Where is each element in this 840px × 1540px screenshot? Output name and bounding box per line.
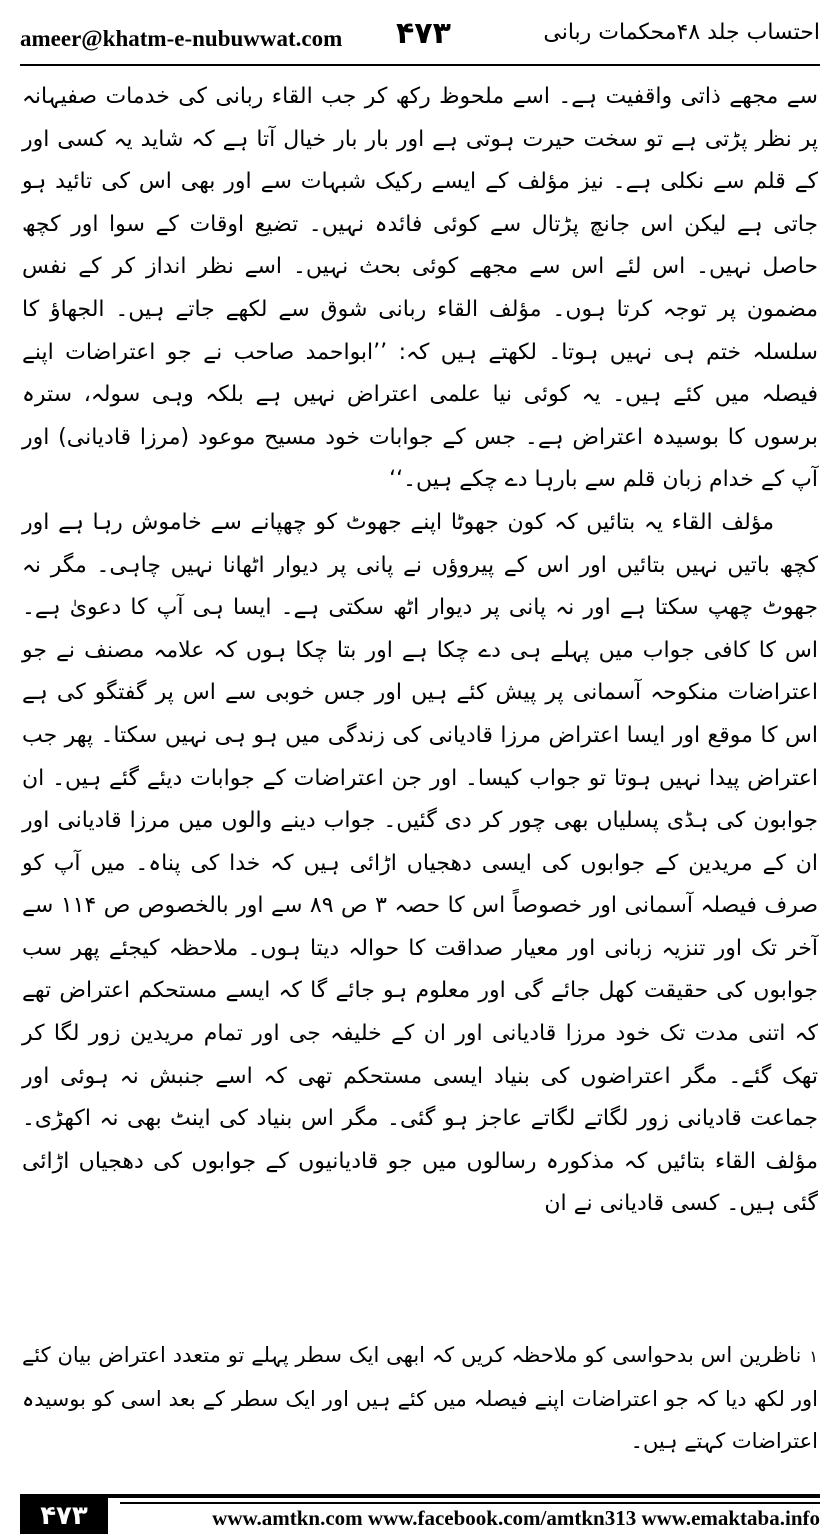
paragraph-2 xyxy=(22,502,818,1226)
header-divider xyxy=(20,64,820,66)
header-page-number: ۴۷۳ xyxy=(396,16,451,51)
footnote-text: ناظرین اس بدحواسی کو ملاحظہ کریں کہ ابھی ایک سطر پہلے تو متعدد اعتراض بیان کئے اور لکھ دیا کہ جو اعتراضات اپنے فیصلہ میں کئے ہیں اور ایک سطر کے بعد اسی کو بوسیدہ اعتراضات کہتے ہیں۔ xyxy=(22,1343,818,1453)
footnote-marker: ۱ xyxy=(809,1347,818,1366)
page-header xyxy=(20,14,820,64)
main-text xyxy=(22,76,818,1226)
footnote xyxy=(22,1334,818,1462)
page-footer xyxy=(20,1494,820,1534)
footer-website-links: www.amtkn.com www.facebook.com/amtkn313 www.emaktaba.info xyxy=(212,1506,820,1530)
footer-divider-thin xyxy=(120,1502,820,1504)
header-email: ameer@khatm-e-nubuwwat.com xyxy=(20,26,343,51)
footer-page-number: ۴۷۳ xyxy=(20,1498,108,1534)
footer-divider xyxy=(20,1494,820,1498)
paragraph-1 xyxy=(22,76,818,502)
paragraph-1-text: سے مجھے ذاتی واقفیت ہے۔ اسے ملحوظ رکھ کر جب القاء ربانی کی خدمات صفیہانہ پر نظر پڑتی ہے تو سخت حیرت ہوتی ہے اور بار بار خیال آتا ہے کہ شاید یہ کسی اور کے قلم سے نکلی ہے۔ نیز مؤلف کے ایسے رکیک شبہات سے اور بھی اس کی تائید ہو جاتی ہے لیکن اس جانچ پڑتال سے کوئی فائدہ نہیں۔ تضیع اوقات کے سوا اور کچھ حاصل نہیں۔ اس لئے اس سے مجھے کوئی بحث نہیں۔ اسے نظر انداز کر کے نفس مضمون پر توجہ کرتا ہوں۔ مؤلف القاء ربانی شوق سے لکھے جاتے ہیں۔ الجھاؤ کا سلسلہ ختم ہی نہیں ہوتا۔ لکھتے ہیں کہ: ’’ابواحمد صاحب نے جو اعتراضات اپنے فیصلہ میں کئے ہیں۔ یہ کوئی نیا علمی اعتراض نہیں ہے بلکہ وہی سولہ، سترہ برسوں کا بوسیدہ اعتراض ہے۔ جس کے جوابات خود مسیح موعود (مرزا قادیانی) اور آپ کے خدام زبان قلم سے بارہا دے چکے ہیں۔‘‘ xyxy=(22,84,818,493)
paragraph-2-text: مؤلف القاء یہ بتائیں کہ کون جھوٹا اپنے جھوٹ کو چھپانے سے خاموش رہا ہے اور کچھ باتیں نہیں بتائیں اور اس کے پیروؤں نے پانی پر دیوار اٹھانا نہیں چاہی۔ مگر نہ جھوٹ چھپ سکتا ہے اور نہ پانی پر دیوار اٹھ سکتی ہے۔ ایسا ہی آپ کا دعویٰ ہے۔ اس کا کافی جواب میں پہلے ہی دے چکا ہے اور بتا چکا ہوں کہ علامہ مصنف نے جو اعتراضات منکوحہ آسمانی پر پیش کئے ہیں اور جس خوبی سے اس پر گفتگو کی ہے اس کا موقع اور ایسا اعتراض مرزا قادیانی کی زندگی میں ہو ہی نہیں سکتا۔ پھر جب اعتراض پیدا نہیں ہوتا تو جواب کیسا۔ اور جن اعتراضات کے جوابات دیئے گئے ہیں۔ ان جوابون کی ہڈی پسلیاں بھی چور کر دی گئیں۔ جواب دینے والوں میں مرزا قادیانی اور ان کے مریدین کے جوابوں کی ایسی دھجیاں اڑائی ہیں کہ خدا کی پناہ۔ میں آپ کو صرف فیصلہ آسمانی اور خصوصاً اس کا حصہ ۳ ص ۸۹ سے اور بالخصوص ص ۱۱۴ سے آخر تک اور تنزیہ زبانی اور معیار صداقت کا حوالہ دیتا ہوں۔ ملاحظہ کیجئے پھر سب جوابوں کی حقیقت کھل جائے گی اور معلوم ہو جائے گا کہ ایسے مستحکم اعتراض تھے کہ اتنی مدت تک خود مرزا قادیانی اور ان کے خلیفہ جی اور تمام مریدین زور لگا کر تھک گئے۔ مگر اعتراضوں کی بنیاد ایسی مستحکم تھی کہ اسے جنبش نہ ہوئی اور جماعت قادیانی زور لگاتے لگاتے عاجز ہو گئی۔ مگر اس بنیاد کی اینٹ بھی نہ اکھڑی۔ مؤلف القاء بتائیں کہ مذکورہ رسالوں میں جو قادیانیوں کے جوابوں کی دھجیاں اڑائی گئی ہیں۔ کسی قادیانی نے ان xyxy=(22,509,818,1217)
header-title: احتساب جلد ۴۸محکمات ربانی xyxy=(543,20,820,45)
